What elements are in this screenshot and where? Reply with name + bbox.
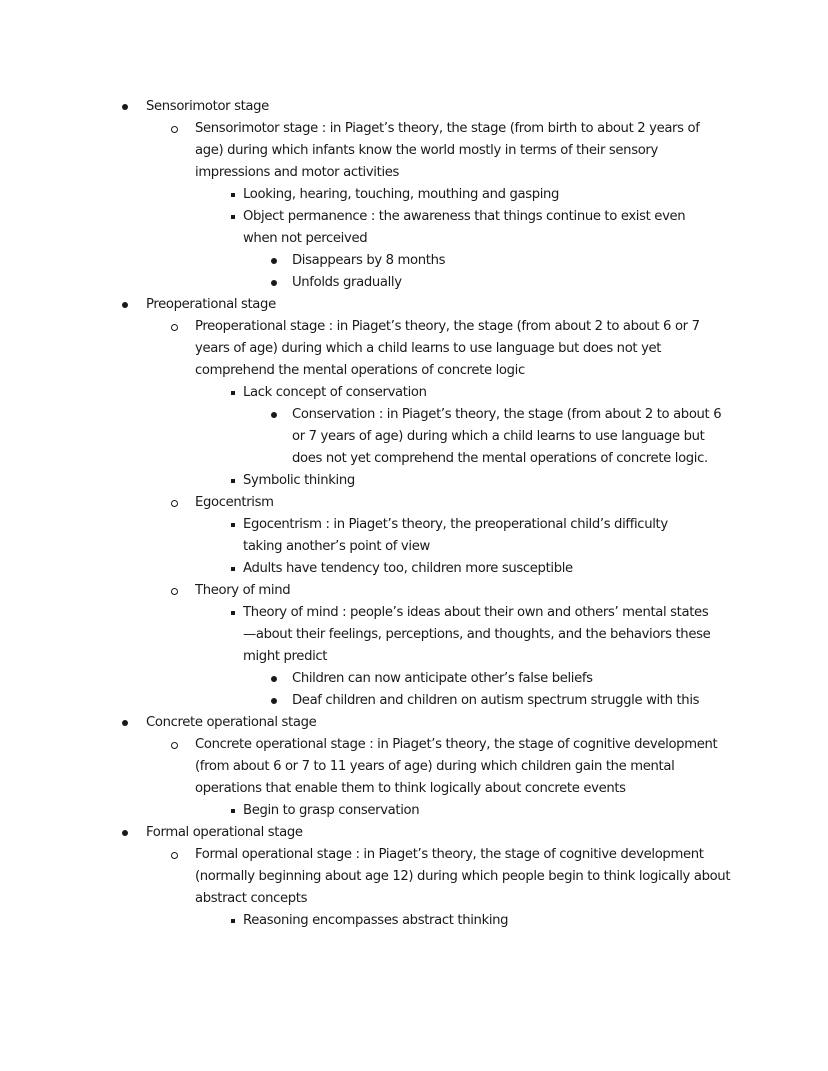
square-bullet-icon — [231, 567, 235, 571]
outline-item-object-permanence — [0, 206, 828, 250]
outline-heading: Theory of mind — [195, 583, 291, 598]
outline-item-looking — [0, 184, 828, 206]
outline-text: Theory of mind : people’s ideas about their own and others’ mental states—about their feelings, perceptions, and thoughts, and the behaviors these might predict — [243, 605, 711, 664]
disc-bullet-icon — [271, 412, 277, 418]
disc-bullet-icon — [122, 720, 128, 726]
outline-item-adults-tendency — [0, 558, 828, 580]
outline-item-formal-operational-stage — [0, 822, 828, 844]
outline-text: Unfolds gradually — [292, 275, 402, 290]
circle-bullet-icon — [171, 588, 178, 595]
disc-bullet-icon — [271, 698, 277, 704]
disc-bullet-icon — [271, 676, 277, 682]
disc-bullet-icon — [122, 104, 128, 110]
outline-heading: Preoperational stage — [146, 297, 276, 312]
outline-text: Reasoning encompasses abstract thinking — [243, 913, 509, 928]
outline-item-conservation-definition — [0, 404, 828, 470]
square-bullet-icon — [231, 919, 235, 923]
disc-bullet-icon — [122, 302, 128, 308]
outline-item-egocentrism-definition — [0, 514, 828, 558]
square-bullet-icon — [231, 215, 235, 219]
outline-item-concrete-definition — [0, 734, 828, 800]
outline-item-symbolic-thinking — [0, 470, 828, 492]
outline-item-reasoning — [0, 910, 828, 932]
outline-item-deaf-autism — [0, 690, 828, 712]
outline-heading: Egocentrism — [195, 495, 274, 510]
outline-text: Lack concept of conservation — [243, 385, 427, 400]
outline-item-theory-of-mind-definition — [0, 602, 828, 668]
outline-heading: Sensorimotor stage — [146, 99, 269, 114]
square-bullet-icon — [231, 611, 235, 615]
outline-item-sensorimotor-stage — [0, 96, 828, 118]
square-bullet-icon — [231, 523, 235, 527]
outline-item-theory-of-mind — [0, 580, 828, 602]
outline-item-begin-grasp — [0, 800, 828, 822]
outline-text: Object permanence : the awareness that things continue to exist even when not perceived — [243, 209, 686, 246]
outline-text: Adults have tendency too, children more susceptible — [243, 561, 573, 576]
outline-heading: Formal operational stage — [146, 825, 303, 840]
outline-heading: Concrete operational stage — [146, 715, 317, 730]
notes-document — [0, 96, 828, 932]
circle-bullet-icon — [171, 742, 178, 749]
outline-text: Children can now anticipate other’s false beliefs — [292, 671, 593, 686]
outline-text: Preoperational stage : in Piaget’s theory, the stage (from about 2 to about 6 or 7 years of age) during which a child learns to use language but does not yet comprehend the mental operations of concrete logic — [195, 319, 700, 378]
outline-text: Begin to grasp conservation — [243, 803, 420, 818]
outline-item-unfolds — [0, 272, 828, 294]
disc-bullet-icon — [271, 258, 277, 264]
square-bullet-icon — [231, 479, 235, 483]
outline-text: Conservation : in Piaget’s theory, the stage (from about 2 to about 6 or 7 years of age) during which a child learns to use language but does not yet comprehend the mental operations of concrete logic. — [292, 407, 722, 466]
outline-text: Looking, hearing, touching, mouthing and gasping — [243, 187, 560, 202]
outline-text: Symbolic thinking — [243, 473, 355, 488]
disc-bullet-icon — [122, 830, 128, 836]
outline-text: Formal operational stage : in Piaget’s theory, the stage of cognitive development (normally beginning about age 12) during which people begin to think logically about abstract concepts — [195, 847, 731, 906]
square-bullet-icon — [231, 809, 235, 813]
disc-bullet-icon — [271, 280, 277, 286]
circle-bullet-icon — [171, 852, 178, 859]
outline-item-formal-definition — [0, 844, 828, 910]
outline-item-preoperational-definition — [0, 316, 828, 382]
outline-text: Sensorimotor stage : in Piaget’s theory, the stage (from birth to about 2 years of age) during which infants know the world mostly in terms of their sensory impressions and motor activities — [195, 121, 700, 180]
outline-item-false-beliefs — [0, 668, 828, 690]
outline-item-concrete-operational-stage — [0, 712, 828, 734]
outline-item-sensorimotor-definition — [0, 118, 828, 184]
outline-item-lack-conservation — [0, 382, 828, 404]
outline-item-egocentrism — [0, 492, 828, 514]
outline-item-preoperational-stage — [0, 294, 828, 316]
outline-item-disappears — [0, 250, 828, 272]
outline-text: Disappears by 8 months — [292, 253, 446, 268]
circle-bullet-icon — [171, 500, 178, 507]
outline-text: Concrete operational stage : in Piaget’s theory, the stage of cognitive development (from about 6 or 7 to 11 years of age) during which children gain the mental operations that enable them to think logically about concrete events — [195, 737, 718, 796]
square-bullet-icon — [231, 193, 235, 197]
square-bullet-icon — [231, 391, 235, 395]
circle-bullet-icon — [171, 324, 178, 331]
circle-bullet-icon — [171, 126, 178, 133]
outline-text: Deaf children and children on autism spectrum struggle with this — [292, 693, 700, 708]
outline-text: Egocentrism : in Piaget’s theory, the preoperational child’s difficulty taking another’s point of view — [243, 517, 668, 554]
